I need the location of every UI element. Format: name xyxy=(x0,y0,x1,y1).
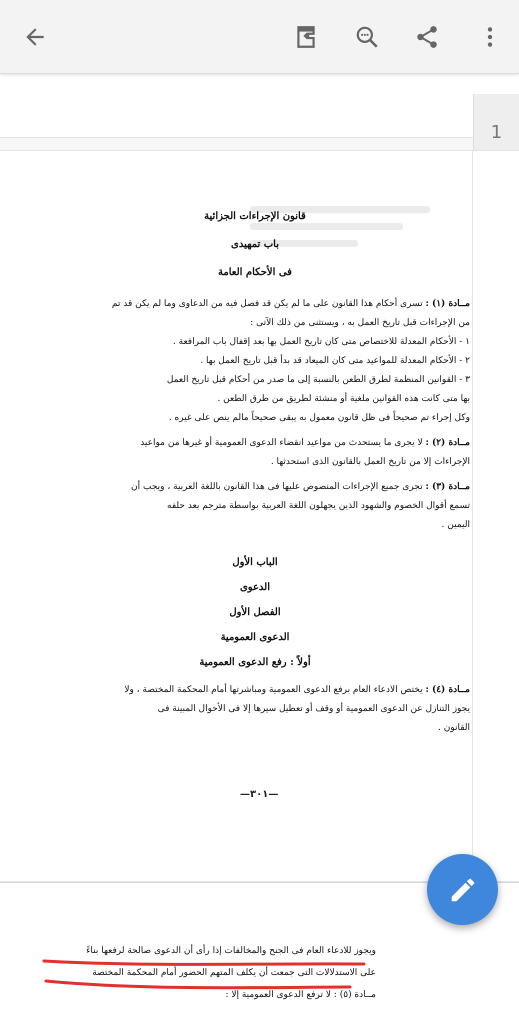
part-title: الدعوى xyxy=(239,582,271,593)
top-toolbar xyxy=(0,0,519,74)
article-text: من الإجراءات قبل تاريخ العمل به ، ويستثنى من ذلك الآتى : xyxy=(250,318,470,328)
more-vert-icon xyxy=(477,24,503,50)
article-label: مــادة (٢) : xyxy=(425,438,470,448)
article-text: تسرى أحكام هذا القانون على ما لم يكن قد فصل فيه من الدعاوى وما لم يكن قد تم xyxy=(111,299,423,309)
article-text: لا يجرى ما يستحدث من مواعيد انقضاء الدعوى العمومية أو غيرها من مواعيد xyxy=(140,438,423,448)
highlighted-line: على الاستدلالات التى جمعت أن يكلف المتهم الحضور أمام المحكمة المختصة xyxy=(92,968,376,978)
document-page xyxy=(0,150,519,882)
share-icon xyxy=(414,24,440,50)
article-text: تسمع أقوال الخصوم والشهود الذين يجهلون اللغة العربية بواسطة مترجم بعد حلفه xyxy=(167,501,470,511)
page-content xyxy=(40,211,470,738)
article-label: مــادة (١) : xyxy=(425,299,470,309)
article-text: يختص الادعاء العام برفع الدعوى العمومية ومباشرتها أمام المحكمة المختصة ، ولا xyxy=(124,685,423,695)
back-button[interactable] xyxy=(11,13,59,61)
article-text: الإجراءات إلا من تاريخ العمل بالقانون الذى استحدثها . xyxy=(270,457,470,467)
article-item: ٢ - الأحكام المعدلة للمواعيد متى كان الميعاد قد بدأ قبل تاريخ العمل بها . xyxy=(200,356,470,366)
section-subheading: فى الأحكام العامة xyxy=(218,267,292,278)
page-footer-number: —٣٠١— xyxy=(240,789,279,800)
chapter-title: الدعوى العمومية xyxy=(220,632,290,643)
share-button[interactable] xyxy=(403,13,451,61)
previous-page-edge xyxy=(0,74,519,138)
subsection-heading: أولاً : رفع الدعوى العمومية xyxy=(199,657,311,668)
next-page-content xyxy=(46,940,376,1006)
article-1 xyxy=(40,295,470,428)
table-of-contents-button[interactable] xyxy=(282,13,330,61)
article-4 xyxy=(40,681,470,738)
article-5-start: مــادة (٥) : لا ترفع الدعوى العمومية إلا : xyxy=(225,990,376,1000)
search-button[interactable] xyxy=(343,13,391,61)
highlighted-line: ويجوز للادعاء العام فى الجنح والمخالفات إذا رأى أن الدعوى صالحة لرفعها بناءً xyxy=(86,946,376,956)
law-title: قانون الإجراءات الجزائية xyxy=(204,211,306,222)
table-of-contents-icon xyxy=(293,24,319,50)
article-text: يجوز التنازل عن الدعوى العمومية أو وقف أو تعطيل سيرها إلا فى الأحوال المبينة فى xyxy=(157,704,470,714)
article-text: تجرى جميع الإجراءات المنصوص عليها فى هذا القانون باللغة العربية ، ويجب أن xyxy=(131,482,423,492)
article-text: وكل إجراء تم صحيحاً فى ظل قانون معمول به يبقى صحيحاً مالم ينص على غيره . xyxy=(168,413,470,423)
chapter-heading: الفصل الأول xyxy=(229,607,281,618)
page-number: 1 xyxy=(490,121,503,143)
section-heading: باب تمهيدى xyxy=(231,239,279,250)
article-text: اليمين . xyxy=(441,520,470,530)
article-2 xyxy=(40,434,470,472)
article-label: مــادة (٣) : xyxy=(425,482,470,492)
article-label: مــادة (٤) : xyxy=(425,685,470,695)
part-heading: الباب الأول xyxy=(232,557,278,568)
article-text: القانون . xyxy=(437,723,470,733)
more-options-button[interactable] xyxy=(466,13,514,61)
article-item: ٣ - القوانين المنظمة لطرق الطعن بالنسبة إلى ما صدر من أحكام قبل تاريخ العمل xyxy=(166,375,470,385)
search-icon xyxy=(354,24,380,50)
edit-fab-button[interactable] xyxy=(427,854,498,925)
article-item: ١ - الأحكام المعدلة للاختصاص متى كان تاريخ العمل بها بعد إقفال باب المرافعة . xyxy=(172,337,470,347)
arrow-left-icon xyxy=(22,24,48,50)
pencil-edit-icon xyxy=(448,875,478,905)
article-3 xyxy=(40,478,470,535)
article-item: بها متى كانت هذه القوانين ملغية أو منشئة لطريق من طرق الطعن . xyxy=(217,394,470,404)
